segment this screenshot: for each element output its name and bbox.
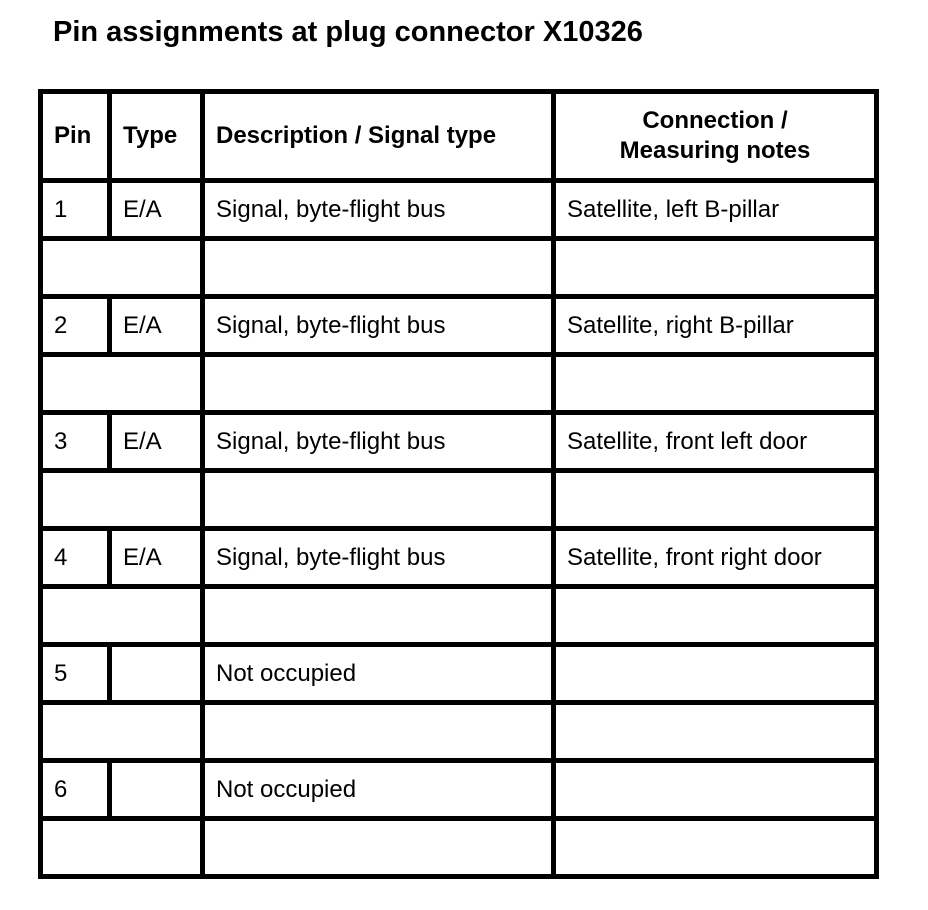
cell-type: E/A [110,529,203,587]
table-row [41,297,877,355]
spacer-cell [203,239,554,297]
header-description: Description / Signal type [203,92,554,181]
page-title: Pin assignments at plug connector X10326 [53,16,643,48]
spacer-cell [41,703,203,761]
spacer-row [41,239,877,297]
cell-type [110,645,203,703]
table-row [41,645,877,703]
spacer-row [41,819,877,877]
cell-connection: Satellite, front right door [554,529,877,587]
spacer-cell [41,239,203,297]
spacer-cell [554,587,877,645]
cell-type: E/A [110,297,203,355]
cell-pin: 1 [41,181,110,239]
header-connection-line1: Connection / [642,107,788,134]
table-header-row [41,92,877,181]
cell-type: E/A [110,181,203,239]
spacer-cell [554,819,877,877]
spacer-cell [203,703,554,761]
cell-connection: Satellite, left B-pillar [554,181,877,239]
spacer-cell [203,819,554,877]
cell-type: E/A [110,413,203,471]
spacer-cell [554,239,877,297]
cell-description: Signal, byte-flight bus [203,413,554,471]
spacer-cell [41,471,203,529]
spacer-row [41,355,877,413]
header-type: Type [110,92,203,181]
table-row [41,529,877,587]
spacer-cell [554,703,877,761]
cell-connection: Satellite, right B-pillar [554,297,877,355]
cell-description: Signal, byte-flight bus [203,181,554,239]
cell-description: Not occupied [203,645,554,703]
cell-connection: Satellite, front left door [554,413,877,471]
cell-pin: 6 [41,761,110,819]
spacer-cell [41,819,203,877]
spacer-cell [41,355,203,413]
cell-pin: 2 [41,297,110,355]
table-row [41,761,877,819]
cell-connection [554,761,877,819]
cell-pin: 5 [41,645,110,703]
table-row [41,413,877,471]
cell-pin: 3 [41,413,110,471]
cell-pin: 4 [41,529,110,587]
spacer-row [41,587,877,645]
spacer-cell [554,471,877,529]
cell-description: Not occupied [203,761,554,819]
spacer-row [41,471,877,529]
cell-type [110,761,203,819]
cell-description: Signal, byte-flight bus [203,529,554,587]
cell-description: Signal, byte-flight bus [203,297,554,355]
spacer-cell [203,587,554,645]
spacer-cell [203,355,554,413]
spacer-row [41,703,877,761]
header-pin: Pin [41,92,110,181]
cell-connection [554,645,877,703]
header-connection-line2: Measuring notes [619,137,811,164]
header-connection [554,92,877,181]
table-row [41,181,877,239]
spacer-cell [554,355,877,413]
spacer-cell [41,587,203,645]
pin-assignment-table [38,89,879,879]
spacer-cell [203,471,554,529]
